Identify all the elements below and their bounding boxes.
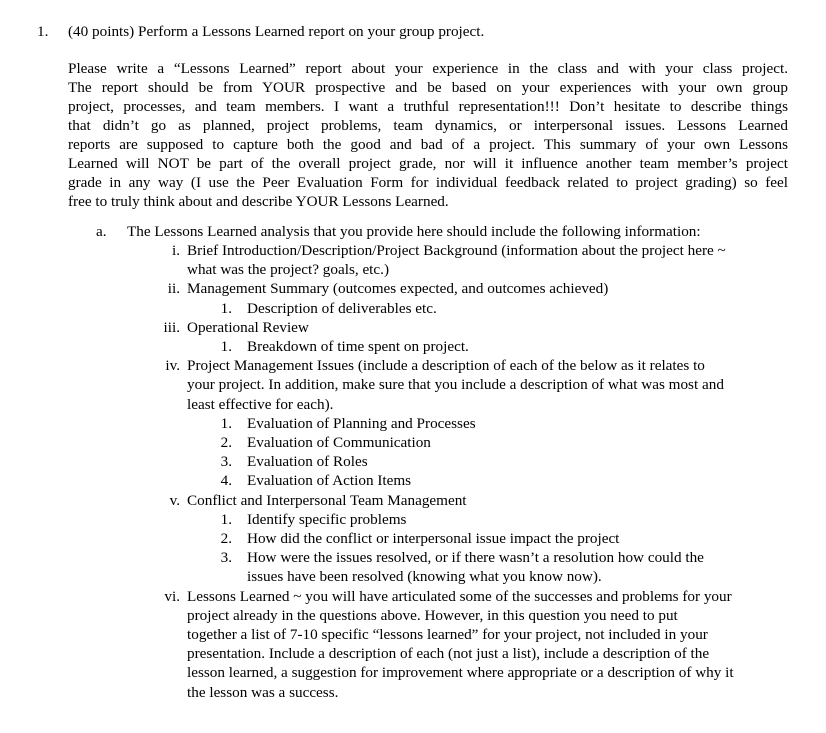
item-text-line: Operational Review xyxy=(187,318,309,336)
paragraph-line: grade in any way (I use the Peer Evaluation Form for individual feedback related to project grading) so feel xyxy=(68,174,788,192)
subitem-marker: 1. xyxy=(220,510,232,528)
item-text-line: your project. In addition, make sure that you include a description of what was most and xyxy=(187,376,724,394)
subitem-text-line: Evaluation of Communication xyxy=(247,434,431,451)
item-text-line: Project Management Issues (include a description of each of the below as it relates to xyxy=(187,357,705,375)
subitem-marker: 1. xyxy=(220,338,232,355)
item-marker: i. xyxy=(171,242,180,259)
paragraph-line: The report should be from YOUR prospective and be based on your experiences with your own group xyxy=(68,79,788,97)
subitem-marker: 2. xyxy=(220,434,232,451)
item-marker: iv. xyxy=(165,357,180,375)
subitem-marker: 1. xyxy=(220,414,232,432)
paragraph-line: free to truly think about and describe YOUR Lessons Learned. xyxy=(68,193,449,211)
subitem-text-line: Evaluation of Planning and Processes xyxy=(247,414,476,432)
subitem-text-line: issues have been resolved (knowing what you know now). xyxy=(247,568,602,586)
paragraph-line: project, processes, and team members. I want a truthful representation!!! Don’t hesitate to describe things xyxy=(68,98,788,116)
subitem-text-line: Evaluation of Action Items xyxy=(247,472,412,490)
paragraph-line: Learned will NOT be part of the overall project grade, nor will it influence another team member’s project xyxy=(68,155,788,173)
subitem-text-line: How were the issues resolved, or if there wasn’t a resolution how could the xyxy=(247,549,704,567)
subitem-text-line: Identify specific problems xyxy=(247,510,407,528)
item-text-line: what was the project? goals, etc.) xyxy=(187,261,389,279)
item-text-line: Lessons Learned ~ you will have articulated some of the successes and problems for your xyxy=(187,587,732,605)
part-a-intro: The Lessons Learned analysis that you provide here should include the following information: xyxy=(127,223,701,240)
subitem-marker: 4. xyxy=(220,472,232,490)
item-marker: iii. xyxy=(163,318,180,336)
subitem-text-line: Description of deliverables etc. xyxy=(247,299,437,317)
question-title: (40 points) Perform a Lessons Learned report on your group project. xyxy=(68,23,485,40)
item-text-line: Conflict and Interpersonal Team Management xyxy=(187,491,467,509)
item-text-line: Management Summary (outcomes expected, and outcomes achieved) xyxy=(187,280,609,298)
item-text-line: lesson learned, a suggestion for improvement where appropriate or a description of why it xyxy=(187,664,734,682)
item-marker: ii. xyxy=(167,280,180,298)
item-marker: v. xyxy=(169,491,180,509)
item-text-line: least effective for each). xyxy=(187,395,334,413)
subitem-text-line: How did the conflict or interpersonal issue impact the project xyxy=(247,530,620,547)
subitem-marker: 1. xyxy=(220,299,232,317)
subitem-text-line: Evaluation of Roles xyxy=(247,453,368,471)
subitem-text-line: Breakdown of time spent on project. xyxy=(247,338,469,355)
paragraph-line: reports are supposed to capture both the good and bad of a project. This summary of your own Lessons xyxy=(68,136,788,154)
item-text-line: the lesson was a success. xyxy=(187,683,339,701)
subitem-marker: 3. xyxy=(220,453,232,471)
item-text-line: Brief Introduction/Description/Project Background (information about the project here ~ xyxy=(187,242,726,259)
subitem-marker: 2. xyxy=(220,530,232,547)
paragraph-line: that didn’t go as planned, project problems, team dynamics, or interpersonal issues. Lessons Learned xyxy=(68,117,788,135)
part-a-marker: a. xyxy=(96,223,107,240)
question-number: 1. xyxy=(37,23,49,40)
item-text-line: together a list of 7-10 specific “lessons learned” for your project, not included in your xyxy=(187,626,708,643)
item-marker: vi. xyxy=(164,587,180,605)
subitem-marker: 3. xyxy=(220,549,232,567)
paragraph-line: Please write a “Lessons Learned” report about your experience in the class and with your class project. xyxy=(68,60,788,77)
item-text-line: presentation. Include a description of each (not just a list), include a description of the xyxy=(187,645,710,663)
item-text-line: project already in the questions above. However, in this question you need to put xyxy=(187,606,678,624)
